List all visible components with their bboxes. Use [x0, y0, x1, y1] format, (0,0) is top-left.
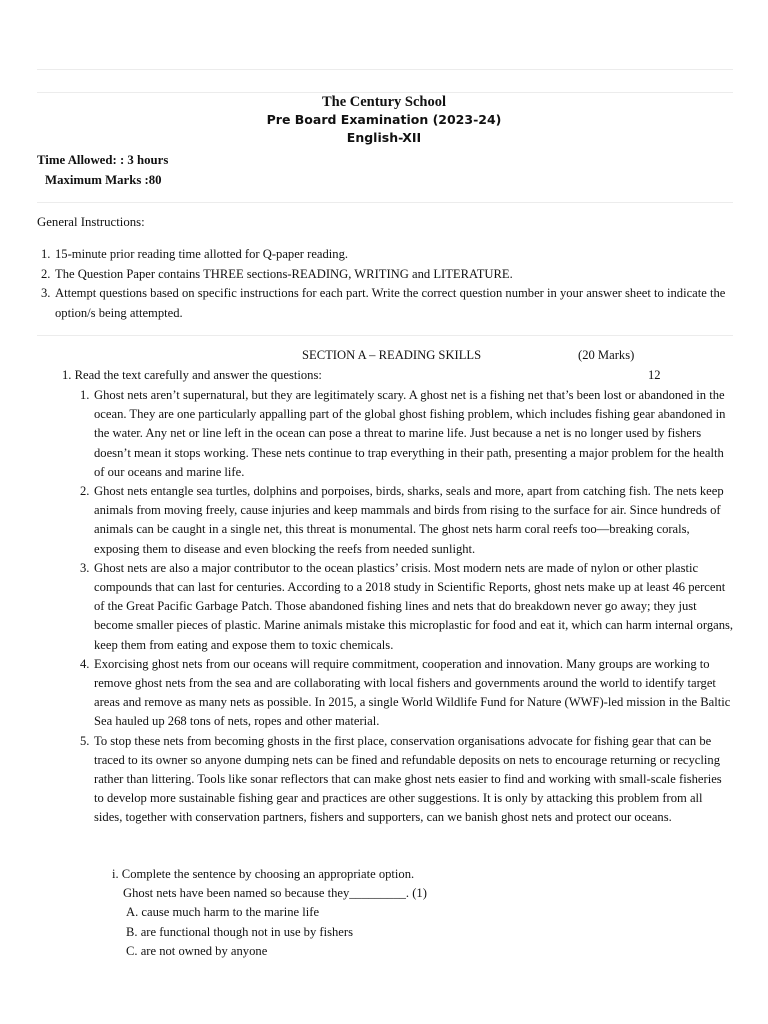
instruction-item: 2. The Question Paper contains THREE sections-READING, WRITING and LITERATURE.: [41, 266, 513, 281]
passage-paragraph: 2. Ghost nets entangle sea turtles, dolphins and porpoises, birds, sharks, seals and more, apart from catching fish. The nets keep animals from moving freely, cause injuries and keep mammals and birds from rising to the surface for air. Since hundreds of animals can be caught in a single net, this threat is monumental. The ghost nets harm coral reefs too—breaking corals, exposing them to disease and even blocking the reefs from needed sunlight.: [80, 484, 724, 556]
school-name: The Century School: [321, 94, 447, 110]
instructions-divider: [37, 335, 733, 336]
paper-header: [0, 93, 768, 147]
instruction-item: 3. Attempt questions based on specific instructions for each part. Write the correct question number in your answer sheet to indicate the option/s being attempted.: [41, 286, 726, 320]
subject-title: English-XII: [346, 130, 422, 145]
passage: [78, 386, 734, 828]
general-instructions-title: General Instructions:: [37, 215, 145, 229]
passage-paragraph: 5. To stop these nets from becoming ghosts in the first place, conservation organisations advocate for fishing gear that can be traced to its owner so anyone dumping nets can be fined and refundable deposits on nets to encourage returning or recycling rather than littering. Tools like sonar reflectors that can make ghost nets easier to find and working with small-scale fisheries to develop more sustainable fishing gear and practices are other suggestions. It is only by attacking this problem from all sides, together with conservation partners, fishers and supporters, can we banish ghost nets and protect our oceans.: [80, 733, 722, 825]
subquestion-intro: i. Complete the sentence by choosing an appropriate option.: [112, 867, 415, 881]
instruction-item: 1. 15-minute prior reading time allotted for Q-paper reading.: [41, 247, 349, 261]
option-b: B. are functional though not in use by fishers: [126, 924, 353, 939]
top-divider: [37, 69, 733, 70]
meta-divider: [37, 202, 733, 203]
option-c: C. are not owned by anyone: [126, 943, 268, 958]
exam-title: Pre Board Examination (2023-24): [266, 112, 502, 127]
subquestion-block: [112, 865, 712, 961]
section-marks: (20 Marks): [578, 348, 635, 362]
question-marks: 12: [648, 368, 661, 382]
passage-paragraph: 4. Exorcising ghost nets from our oceans will require commitment, cooperation and innovation. Many groups are working to remove ghost nets from the sea and are collaborating with local fishers and governments around the world to identify target areas and remove as many nets as possible. In 2015, a single World Wildlife Fund for Nature (WWF)-led mission in the Baltic Sea hauled up 268 tons of nets, ropes and other material.: [80, 656, 731, 729]
passage-paragraph: 1. Ghost nets aren’t supernatural, but they are legitimately scary. A ghost net is a fishing net that’s been lost or abandoned in the ocean. They are one particularly appalling part of the global ghost fishing problem, which includes fishing gear abandoned in the water. Any net or line left in the ocean can pose a threat to marine life. Just because a net is no longer used by fishers doesn’t mean it stops working. These nets continue to trap everything in their path, presenting a major problem for the health of our oceans and marine life.: [80, 388, 726, 479]
maximum-marks: Maximum Marks :80: [45, 173, 162, 187]
exam-meta: [37, 150, 168, 190]
time-allowed: Time Allowed: : 3 hours: [37, 153, 169, 167]
passage-paragraph: 3. Ghost nets are also a major contributor to the ocean plastics’ crisis. Most modern nets are made of nylon or other plastic compounds that can last for centuries. According to a 2018 study in Scientific Reports, ghost nets make up at least 46 percent of the Great Pacific Garbage Patch. Those abandoned fishing lines and nets that do breakdown never go away; they just become smaller pieces of plastic. Marine animals mistake this microplastic for food and eat it, which can harm internal organs, keep them from eating and expose them to toxic chemicals.: [80, 560, 734, 652]
section-title: SECTION A – READING SKILLS: [302, 348, 482, 362]
subquestion-stem: Ghost nets have been named so because they_________. (1): [123, 886, 427, 901]
option-a: A. cause much harm to the marine life: [126, 905, 320, 920]
section-heading: [0, 348, 768, 366]
instructions-list: [37, 245, 737, 323]
question-text: 1. Read the text carefully and answer the questions:: [62, 368, 322, 382]
question-heading: [0, 368, 768, 386]
